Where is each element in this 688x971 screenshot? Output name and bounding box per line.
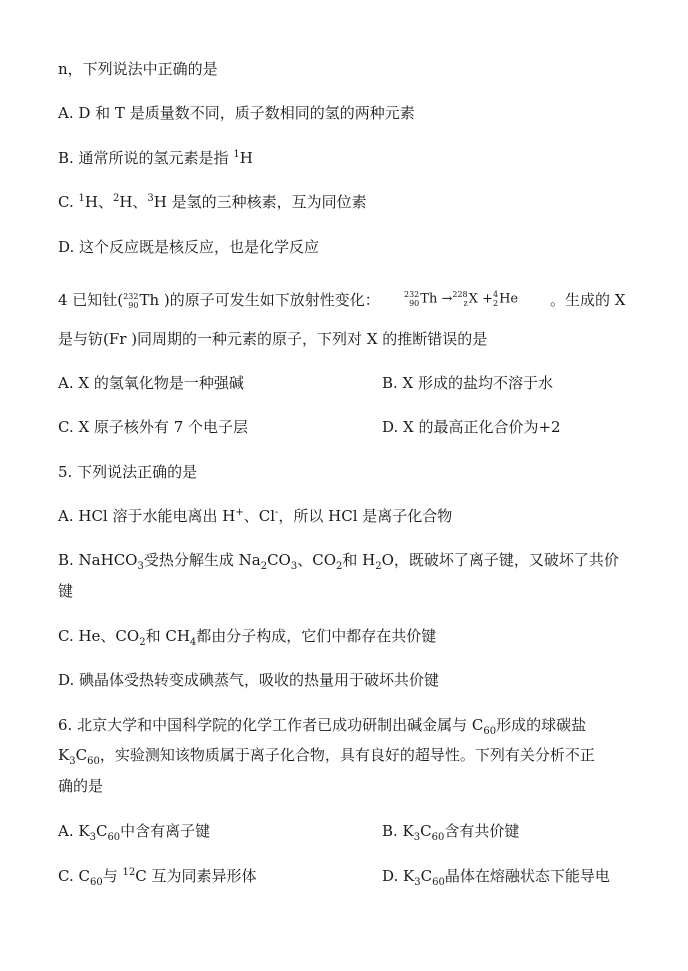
q5-option-b-cont: 键 xyxy=(58,582,74,600)
q5-option-c: C. He、$CO_2$和 $CH_4$都由分子构成，它们中都存在共价键 xyxy=(58,627,437,648)
text-line: n，下列说法中正确的是 xyxy=(58,60,218,78)
q4-option-d: D. X 的最高正化合价为+2 xyxy=(382,418,561,436)
question-5: 5. 下列说法正确的是 xyxy=(58,463,198,481)
q4-option-c: C. X 原子核外有 7 个电子层 xyxy=(58,418,249,436)
question-6: 6. 北京大学和中国科学院的化学工作者已成功研制出碱金属与 $C_{60}$形成的球碳盐 xyxy=(58,716,587,737)
option-d: D. 这个反应既是核反应，也是化学反应 xyxy=(58,238,320,256)
option-c: C. $^1$H、$^2$H、$^3$H 是氢的三种核素，互为同位素 xyxy=(58,193,367,211)
q4-option-a: A. X 的氢氧化物是一种强碱 xyxy=(58,374,244,392)
q6-option-d: D. $K_3C_{60}$晶体在熔融状态下能导电 xyxy=(382,867,610,888)
decay-equation: 232 90 Th → 228 z X + 4 2 He xyxy=(404,290,519,308)
q6-option-b: B. $K_3C_{60}$含有共价键 xyxy=(382,822,520,843)
q6-option-a: A. $K_3C_{60}$中含有离子键 xyxy=(58,822,211,843)
q6-option-c: C. $C_{60}$与 $^{12}$C 互为同素异形体 xyxy=(58,867,257,888)
q5-option-d: D. 碘晶体受热转变成碘蒸气，吸收的热量用于破坏共价键 xyxy=(58,671,440,689)
question-4-cont: 。生成的 X xyxy=(550,291,626,309)
q5-option-a: A. HCl 溶于水能电离出 H+、Cl-，所以 HCl 是离子化合物 xyxy=(58,507,453,525)
q5-option-b: B. NaHCO$_3$受热分解生成 $Na_2CO_3$、$CO_2$和 $H_2O$，既破坏了离子键，又破坏了共价 xyxy=(58,551,619,572)
question-4-line2: 是与钫(Fr )同周期的一种元素的原子，下列对 X 的推断错误的是 xyxy=(58,330,488,348)
question-4: 4 已知钍( 232 90 Th )的原子可发生如下放射性变化： xyxy=(58,291,380,310)
nuclide-th: 232 90 xyxy=(123,292,139,310)
option-b: B. 通常所说的氢元素是指 $^1$H xyxy=(58,149,253,167)
question-6-line2: $K_3C_{60}$，实验测知该物质属于离子化合物，具有良好的超导性。下列有关分析不正 xyxy=(58,746,595,767)
option-a: A. D 和 T 是质量数不同，质子数相同的氢的两种元素 xyxy=(58,104,415,122)
question-6-line3: 确的是 xyxy=(58,777,104,795)
q4-option-b: B. X 形成的盐均不溶于水 xyxy=(382,374,554,392)
